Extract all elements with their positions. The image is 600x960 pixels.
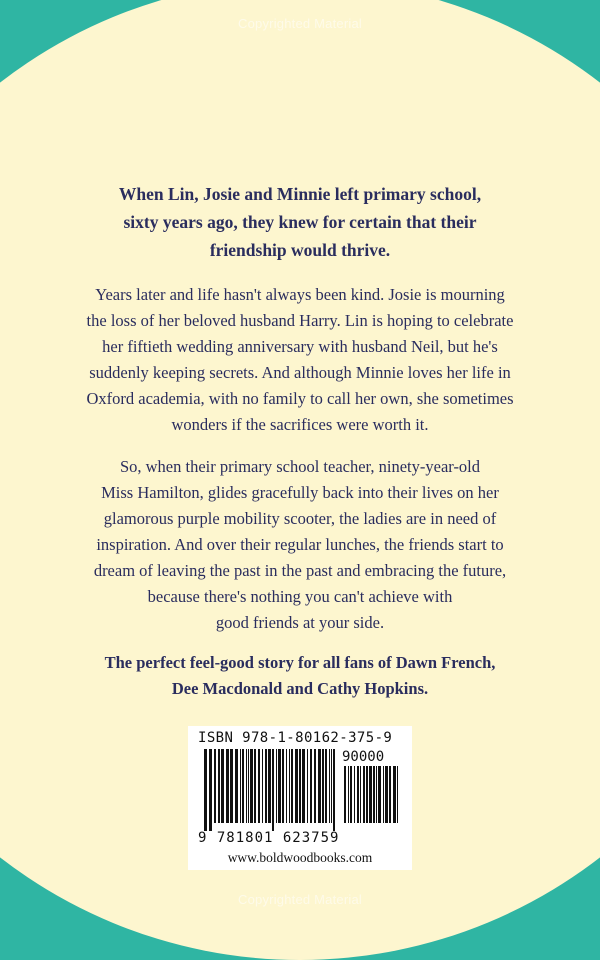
price-barcode-icon — [344, 766, 400, 831]
watermark-top: Copyrighted Material — [238, 16, 362, 31]
watermark-bottom: Copyrighted Material — [238, 892, 362, 907]
blurb-line: wonders if the sacrifices were worth it. — [171, 415, 429, 434]
blurb-line: inspiration. And over their regular lunches, the friends start to — [96, 535, 504, 554]
blurb-line: suddenly keeping secrets. And although Minnie loves her life in — [89, 363, 511, 382]
blurb-line: her fiftieth wedding anniversary with husband Neil, but he's — [102, 337, 498, 356]
ean-digits: 9 781801 623759 — [198, 830, 340, 846]
blurb-paragraph-1 — [60, 282, 540, 438]
blurb-line: the loss of her beloved husband Harry. Lin is hoping to celebrate — [86, 311, 514, 330]
blurb-paragraph-2 — [60, 454, 540, 636]
blurb-line: Miss Hamilton, glides gracefully back into their lives on her — [101, 483, 499, 502]
intro-line: sixty years ago, they knew for certain that their — [123, 212, 477, 232]
blurb-line: So, when their primary school teacher, ninety-year-old — [119, 457, 481, 476]
barcode-box — [188, 726, 412, 870]
tagline-line: The perfect feel-good story for all fans of Dawn French, — [104, 653, 496, 672]
price-code: 90000 — [342, 749, 385, 765]
intro-line: When Lin, Josie and Minnie left primary school, — [118, 184, 482, 204]
barcode-icon — [204, 749, 338, 831]
blurb-line: Oxford academia, with no family to call her own, she sometimes — [86, 389, 514, 408]
blurb-line: good friends at your side. — [215, 613, 385, 632]
blurb-line: glamorous purple mobility scooter, the ladies are in need of — [103, 509, 497, 528]
blurb-line: because there's nothing you can't achieve with — [147, 587, 453, 606]
blurb-line: dream of leaving the past in the past and embracing the future, — [93, 561, 507, 580]
publisher-website: www.boldwoodbooks.com — [227, 850, 373, 865]
tagline — [60, 650, 540, 702]
tagline-line: Dee Macdonald and Cathy Hopkins. — [171, 679, 429, 698]
intro-paragraph — [60, 180, 540, 264]
intro-line: friendship would thrive. — [209, 240, 391, 260]
blurb-line: Years later and life hasn't always been kind. Josie is mourning — [95, 285, 505, 304]
isbn-label: ISBN 978-1-80162-375-9 — [198, 730, 393, 746]
